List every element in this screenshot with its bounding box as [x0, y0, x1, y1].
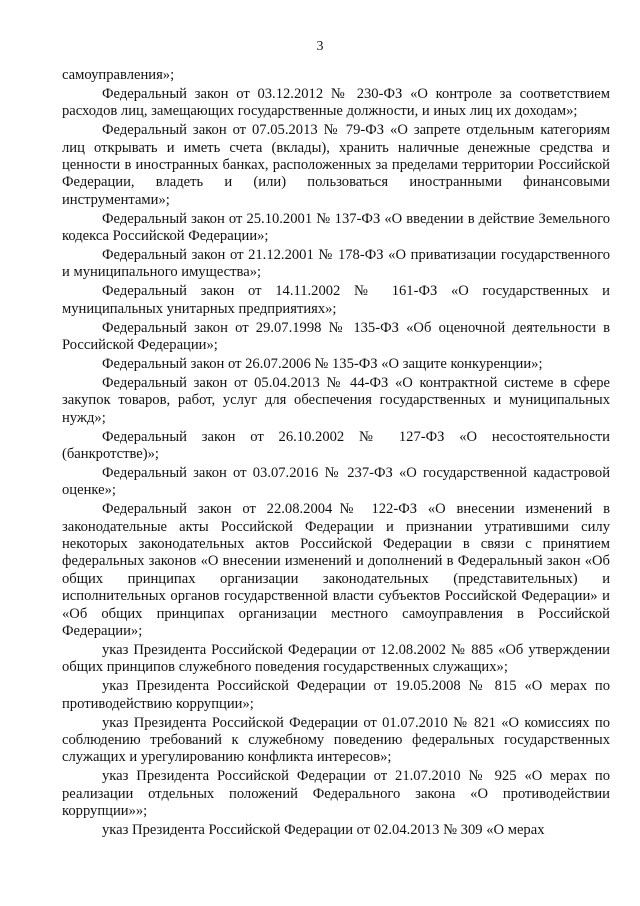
paragraph-fz-137: Федеральный закон от 25.10.2001 № 137-ФЗ «О введении в действие Земельного кодекса Российской Федерации»; — [62, 210, 610, 245]
paragraph-continuation: самоуправления»; — [62, 67, 175, 83]
paragraph-fz-122: Федеральный закон от 22.08.2004№ 122-ФЗ «О внесении изменений в законодательные акты Российской Федерации и признании утратившими силу некоторых законодательных актов Российской Федерации в связи с принятием федеральных законов «О внесении изменений и дополнений в Федеральный закон «Об общих принципах организации законодательных (представительных) и исполнительных органов государственной власти субъектов Российской Федерации» и «Об общих принципах организации местного самоуправления в Российской Федерации»; — [62, 501, 610, 640]
paragraph-decree-925: указ Президента Российской Федерации от 21.07.2010 № 925 «О мерах по реализации отдельных положений Федерального закона «О противодействии коррупции»»; — [62, 768, 610, 820]
paragraph-fz-44: Федеральный закон от 05.04.2013 № 44-ФЗ «О контрактной системе в сфере закупок товаров, работ, услуг для обеспечения государственных и муниципальных нужд»; — [62, 374, 610, 426]
paragraph-fz-127: Федеральный закон от 26.10.2002 № 127-ФЗ «О несостоятельности (банкротстве)»; — [62, 428, 610, 463]
paragraph-fz-135-1998: Федеральный закон от 29.07.1998 № 135-ФЗ «Об оценочной деятельности в Российской Федерации»; — [62, 319, 610, 354]
paragraph-fz-178: Федеральный закон от 21.12.2001 № 178-ФЗ «О приватизации государственного и муниципального имущества»; — [62, 247, 610, 281]
paragraph-fz-237: Федеральный закон от 03.07.2016 № 237-ФЗ «О государственной кадастровой оценке»; — [62, 464, 610, 499]
paragraph-decree-309: указ Президента Российской Федерации от 02.04.2013 № 309 «О мерах — [102, 822, 545, 839]
document-body — [62, 67, 610, 841]
paragraph-fz-79: Федеральный закон от 07.05.2013 № 79-ФЗ «О запрете отдельным категориям лиц открывать и иметь счета (вклады), хранить наличные денежные средства и ценности в иностранных банках, расположенных за пределами территории Российской Федерации, владеть и (или) пользоваться иностранными финансовыми инструментами»; — [62, 122, 610, 208]
paragraph-decree-885: указ Президента Российской Федерации от 12.08.2002 № 885 «Об утверждении общих принципов служебного поведения государственных служащих»; — [62, 642, 610, 676]
page-number: 3 — [316, 39, 324, 54]
paragraph-fz-135-2006: Федеральный закон от 26.07.2006 № 135-ФЗ «О защите конкуренции»; — [102, 356, 543, 372]
paragraph-fz-161: Федеральный закон от 14.11.2002 № 161-ФЗ «О государственных и муниципальных унитарных предприятиях»; — [62, 283, 610, 317]
paragraph-decree-815: указ Президента Российской Федерации от 19.05.2008 № 815 «О мерах по противодействию коррупции»; — [62, 678, 610, 712]
paragraph-fz-230: Федеральный закон от 03.12.2012 № 230-ФЗ «О контроле за соответствием расходов лиц, замещающих государственные должности, и иных лиц их доходам»; — [62, 85, 610, 120]
paragraph-decree-821: указ Президента Российской Федерации от 01.07.2010 № 821 «О комиссиях по соблюдению требований к служебному поведению федеральных государственных служащих и урегулированию конфликта интересов»; — [62, 714, 610, 766]
